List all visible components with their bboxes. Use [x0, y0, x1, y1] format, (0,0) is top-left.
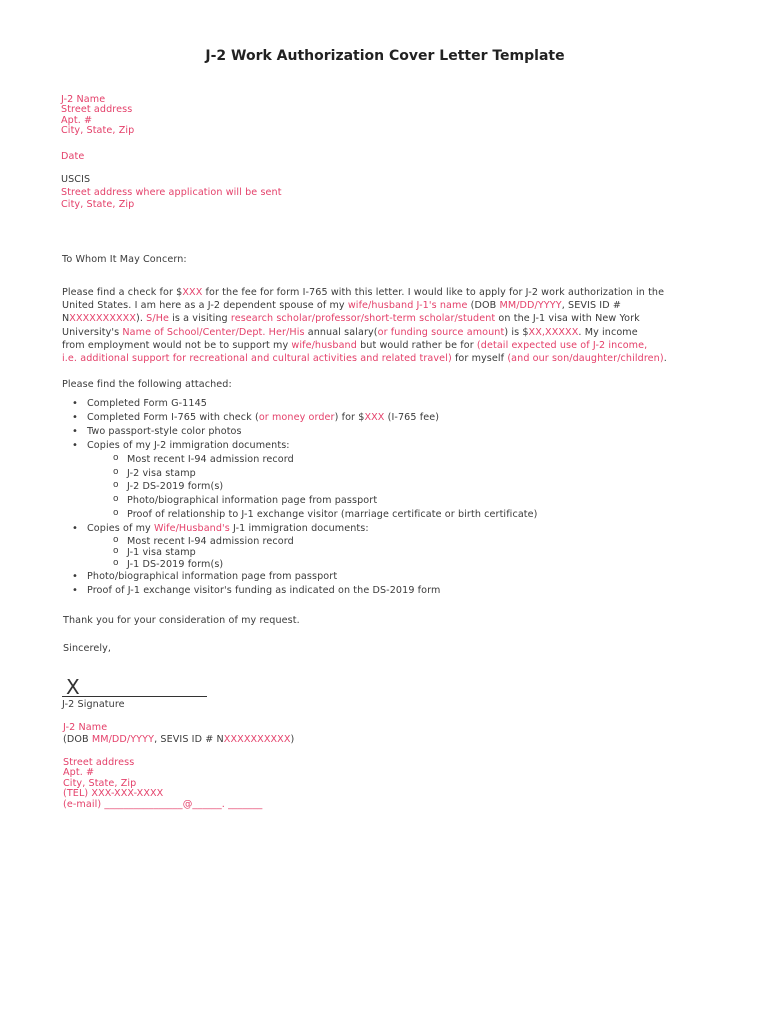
body-line: University's Name of School/Center/Dept. Her/His annual salary(or funding source amount) is $XX,XXXXX. My income: [62, 326, 638, 338]
sub-list-item: o J-2 visa stamp: [87, 467, 538, 481]
list-item: • Copies of my Wife/Husband's J-1 immigration documents: o Most recent I-94 admission record o J-1 visa stamp o J-1 DS-2019 form(s): [62, 522, 538, 570]
signer-name: J-2 Name: [63, 722, 108, 733]
sender-address: [61, 95, 134, 136]
body-paragraph: [62, 286, 682, 365]
contact-street: Street address: [63, 757, 135, 768]
list-item: • Proof of J-1 exchange visitor's funding as indicated on the DS-2019 form: [62, 584, 538, 598]
list-item: • Photo/biographical information page from passport: [62, 570, 538, 584]
closing: Sincerely,: [63, 643, 112, 654]
sender-city: City, State, Zip: [61, 124, 135, 136]
body-line: i.e. additional support for recreational and cultural activities and related travel) for myself (and our son/daughter/children).: [62, 353, 667, 365]
sub-list-item: o J-1 DS-2019 form(s): [87, 559, 538, 570]
attachments-intro: Please find the following attached:: [62, 379, 232, 390]
sender-street: Street address: [61, 104, 133, 116]
body-line: NXXXXXXXXXX). S/He is a visiting research scholar/professor/short-term scholar/student on the J-1 visa with New York: [62, 313, 640, 325]
sub-list-item: o Proof of relationship to J-1 exchange visitor (marriage certificate or birth certificate): [87, 508, 538, 522]
sub-list-item: o Most recent I-94 admission record: [87, 453, 538, 467]
sub-list-item: o J-1 visa stamp: [87, 547, 538, 558]
document-title: J-2 Work Authorization Cover Letter Template: [205, 48, 565, 64]
recipient-street: Street address where application will be sent: [61, 186, 282, 198]
attachments-list: [62, 397, 538, 598]
date: Date: [61, 151, 85, 162]
sub-list: [87, 536, 538, 570]
contact-city: City, State, Zip: [63, 777, 137, 789]
contact-apt: Apt. #: [63, 767, 95, 779]
recipient-city: City, State, Zip: [61, 199, 135, 211]
sub-list-item: o J-2 DS-2019 form(s): [87, 480, 538, 494]
sub-list-item: o Photo/biographical information page from passport: [87, 494, 538, 508]
contact-email: (e-mail) ________________@______. _______: [63, 798, 263, 810]
contact-block: [63, 758, 262, 810]
body-line: Please find a check for $XXX for the fee for form I-765 with this letter. I would like to apply for J-2 work authorization in the: [62, 287, 665, 298]
sender-name: J-2 Name: [61, 94, 106, 105]
sub-list: [87, 453, 538, 523]
signer-dob-sevis: (DOB MM/DD/YYYY, SEVIS ID # NXXXXXXXXXX): [63, 733, 295, 745]
sender-apt: Apt. #: [61, 114, 93, 126]
recipient-address: [61, 174, 282, 212]
thanks-line: Thank you for your consideration of my request.: [63, 615, 300, 626]
contact-phone: (TEL) XXX-XXX-XXXX: [63, 788, 164, 800]
body-line: United States. I am here as a J-2 dependent spouse of my wife/husband J-1's name (DOB MM/DD/YYYY, SEVIS ID #: [62, 300, 621, 312]
signature-line: [62, 696, 207, 697]
list-item: • Two passport-style color photos: [62, 425, 538, 439]
signature-mark: X: [66, 675, 80, 699]
list-item: • Completed Form G-1145: [62, 397, 538, 411]
list-item: • Completed Form I-765 with check (or money order) for $XXX (I-765 fee): [62, 411, 538, 425]
recipient-name: USCIS: [61, 174, 91, 185]
list-item: • Copies of my J-2 immigration documents: o Most recent I-94 admission record o J-2 visa stamp o J-2 DS-2019 form(s) o Photo/biographical information page from passport o Proof of relationship to J-1 exchange visitor (marriage certificate or birth certificate): [62, 439, 538, 522]
sub-list-item: o Most recent I-94 admission record: [87, 536, 538, 547]
signature-label: J-2 Signature: [62, 699, 125, 710]
body-line: from employment would not be to support my wife/husband but would rather be for (detail expected use of J-2 income,: [62, 339, 648, 351]
signer-block: [63, 722, 294, 745]
salutation: To Whom It May Concern:: [62, 254, 187, 265]
